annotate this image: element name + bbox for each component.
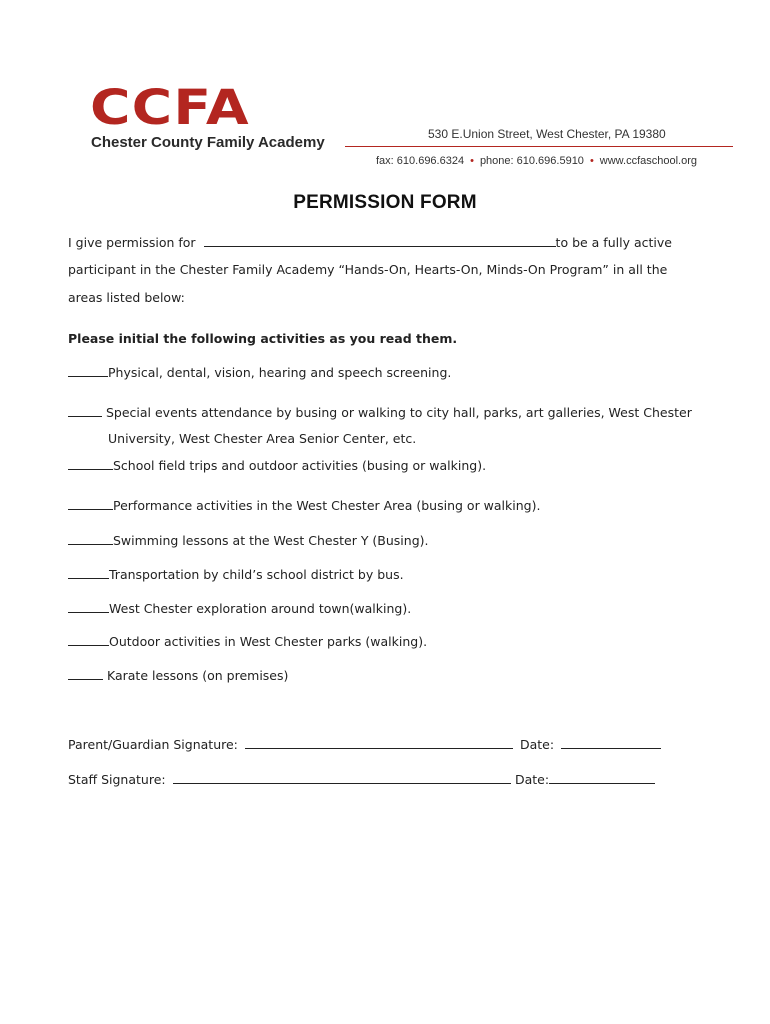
organization-name: Chester County Family Academy [91, 134, 325, 151]
parent-date-field[interactable] [561, 736, 661, 749]
parent-date-label: Date: [520, 737, 555, 752]
instruction-text: Please initial the following activities as you read them. [68, 331, 458, 346]
initials-field[interactable] [68, 405, 102, 417]
activity-label: Physical, dental, vision, hearing and speech screening. [108, 365, 452, 380]
child-name-field[interactable] [204, 234, 556, 247]
website-link[interactable]: www.ccfaschool.org [599, 155, 698, 167]
bullet-separator: • [589, 155, 594, 167]
intro-line-2: participant in the Chester Family Academy “Hands-On, Hearts-On, Minds-On Program” in all the [68, 262, 668, 277]
parent-signature-label: Parent/Guardian Signature: [68, 737, 238, 752]
intro-prefix: I give permission for [68, 235, 196, 250]
activity-label: Outdoor activities in West Chester parks (walking). [109, 634, 428, 649]
parent-date-row [520, 736, 661, 752]
initials-field[interactable] [68, 668, 103, 680]
activity-item [68, 601, 411, 616]
activity-item [68, 498, 540, 513]
activity-item [68, 567, 404, 582]
intro-suffix: to be a fully active [555, 235, 672, 250]
activity-item [68, 668, 288, 683]
intro-line-3: areas listed below: [68, 290, 185, 305]
parent-signature-row [68, 736, 513, 752]
initials-field[interactable] [68, 567, 109, 579]
parent-signature-field[interactable] [245, 736, 513, 749]
activity-item [68, 533, 429, 548]
activity-label: School field trips and outdoor activities (busing or walking). [113, 458, 487, 473]
initials-field[interactable] [68, 365, 108, 377]
activity-item [68, 365, 451, 380]
activity-label: Transportation by child’s school district by bus. [109, 567, 404, 582]
staff-signature-label: Staff Signature: [68, 772, 166, 787]
initials-field[interactable] [68, 533, 113, 545]
fax-number: fax: 610.696.6324 [376, 155, 465, 167]
activity-item [68, 458, 486, 473]
initials-field[interactable] [68, 634, 109, 646]
staff-date-label: Date: [515, 772, 550, 787]
activity-item [68, 405, 692, 420]
activity-label: Swimming lessons at the West Chester Y (Busing). [113, 533, 429, 548]
initials-field[interactable] [68, 458, 113, 470]
activity-label: Performance activities in the West Chester Area (busing or walking). [113, 498, 541, 513]
bullet-separator: • [470, 155, 474, 167]
staff-date-row [515, 771, 655, 787]
activity-continuation: University, West Chester Area Senior Center, etc. [108, 431, 417, 446]
form-title: PERMISSION FORM [293, 192, 477, 213]
initials-field[interactable] [68, 498, 113, 510]
letterhead-contact [376, 155, 697, 167]
staff-signature-row [68, 771, 511, 787]
phone-number: phone: 610.696.5910 [479, 155, 584, 167]
initials-field[interactable] [68, 601, 109, 613]
activity-label: Karate lessons (on premises) [106, 668, 289, 683]
activity-item [68, 634, 427, 649]
staff-signature-field[interactable] [173, 771, 511, 784]
activity-label: Special events attendance by busing or walking to city hall, parks, art galleries, West Chester [105, 405, 692, 420]
activity-label: West Chester exploration around town(walking). [109, 601, 412, 616]
letterhead-address: 530 E.Union Street, West Chester, PA 19380 [428, 127, 666, 141]
letterhead-divider [345, 146, 733, 147]
staff-date-field[interactable] [549, 771, 655, 784]
ccfa-logo: CCFA [90, 80, 250, 136]
intro-line-1 [68, 234, 672, 250]
